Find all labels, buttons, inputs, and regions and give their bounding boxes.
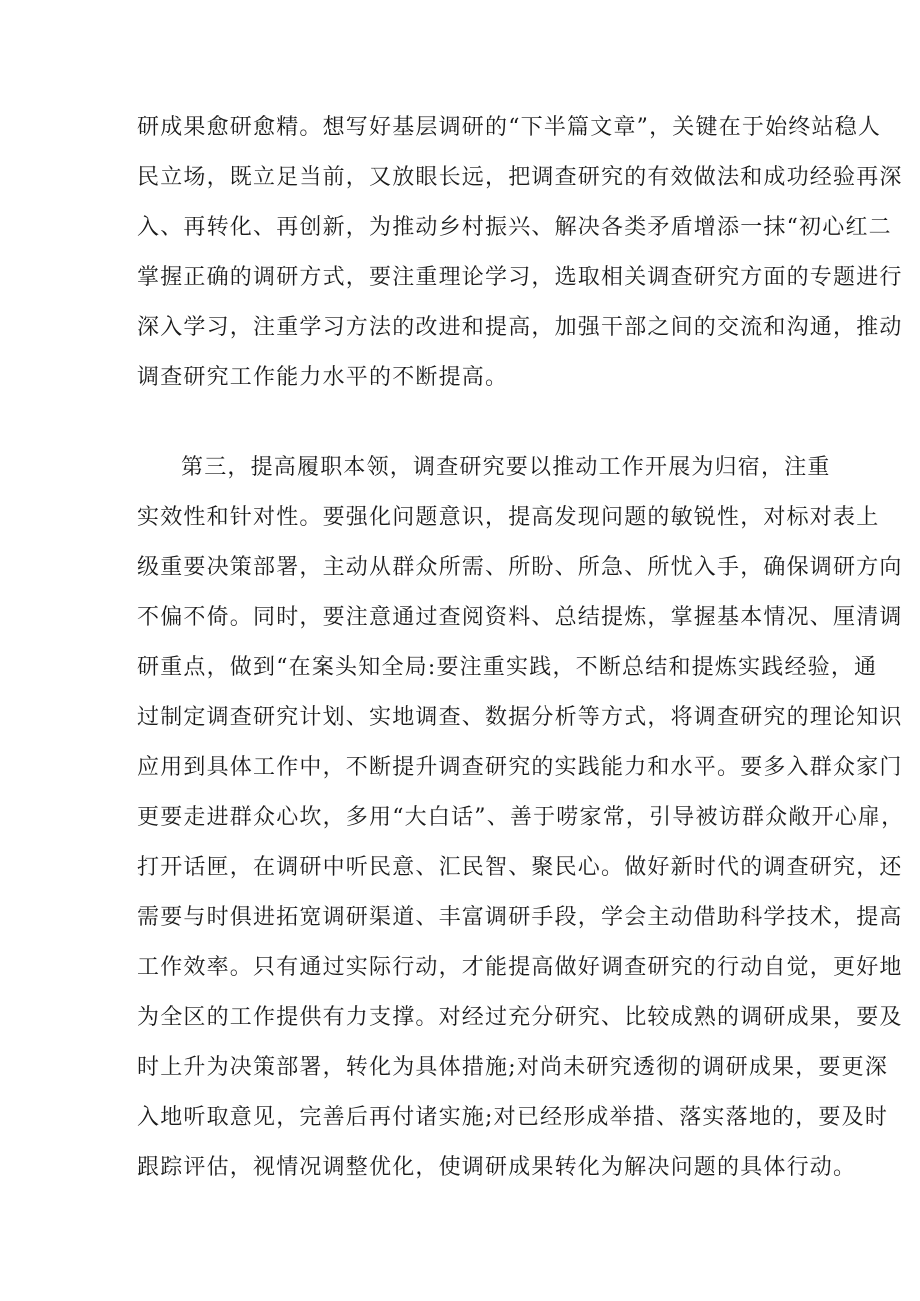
paragraph-line: 研成果愈研愈精。想写好基层调研的“下半篇文章”，关键在于始终站稳人 <box>137 115 882 140</box>
paragraph-line: 不偏不倚。同时，要注意通过查阅资料、总结提炼，掌握基本情况、厘清调 <box>137 605 903 630</box>
paragraph-line: 级重要决策部署，主动从群众所需、所盼、所急、所忧入手，确保调研方向 <box>137 555 903 580</box>
paragraph-line: 第三，提高履职本领，调查研究要以推动工作开展为归宿，注重 <box>181 455 831 480</box>
paragraph-line: 入、再转化、再创新，为推动乡村振兴、解决各类矛盾增添一抹“初心红二 <box>137 215 892 240</box>
paragraph-line: 过制定调查研究计划、实地调查、数据分析等方式，将调查研究的理论知识 <box>137 705 903 730</box>
paragraph-line: 研重点，做到“在案头知全局:要注重实践，不断总结和提炼实践经验，通 <box>137 655 878 680</box>
paragraph-line: 打开话匣，在调研中听民意、汇民智、聚民心。做好新时代的调查研究，还 <box>137 855 903 880</box>
paragraph-line: 调查研究工作能力水平的不断提高。 <box>137 365 509 390</box>
paragraph-line: 实效性和针对性。要强化问题意识，提高发现问题的敏锐性，对标对表上 <box>137 505 880 530</box>
paragraph-line: 时上升为决策部署，转化为具体措施;对尚未研究透彻的调研成果，要更深 <box>137 1055 889 1080</box>
paragraph-line: 掌握正确的调研方式，要注重理论学习，选取相关调查研究方面的专题进行 <box>137 265 903 290</box>
paragraph-line: 应用到具体工作中，不断提升调查研究的实践能力和水平。要多入群众家门 <box>137 755 903 780</box>
paragraph-line: 需要与时俱进拓宽调研渠道、丰富调研手段，学会主动借助科学技术，提高 <box>137 905 903 930</box>
paragraph-line: 民立场，既立足当前，又放眼长远，把调查研究的有效做法和成功经验再深 <box>137 165 903 190</box>
paragraph-line: 深入学习，注重学习方法的改进和提高，加强干部之间的交流和沟通，推动 <box>137 315 903 340</box>
paragraph-line: 跟踪评估，视情况调整优化，使调研成果转化为解决问题的具体行动。 <box>137 1155 857 1180</box>
paragraph-line: 更要走进群众心坎，多用“大白话”、善于唠家常，引导被访群众敞开心扉， <box>137 805 905 830</box>
paragraph-line: 工作效率。只有通过实际行动，才能提高做好调查研究的行动自觉，更好地 <box>137 955 903 980</box>
paragraph-line: 为全区的工作提供有力支撑。对经过充分研究、比较成熟的调研成果，要及 <box>137 1005 903 1030</box>
paragraph-line: 入地听取意见，完善后再付诸实施;对已经形成举措、落实落地的，要及时 <box>137 1105 889 1130</box>
